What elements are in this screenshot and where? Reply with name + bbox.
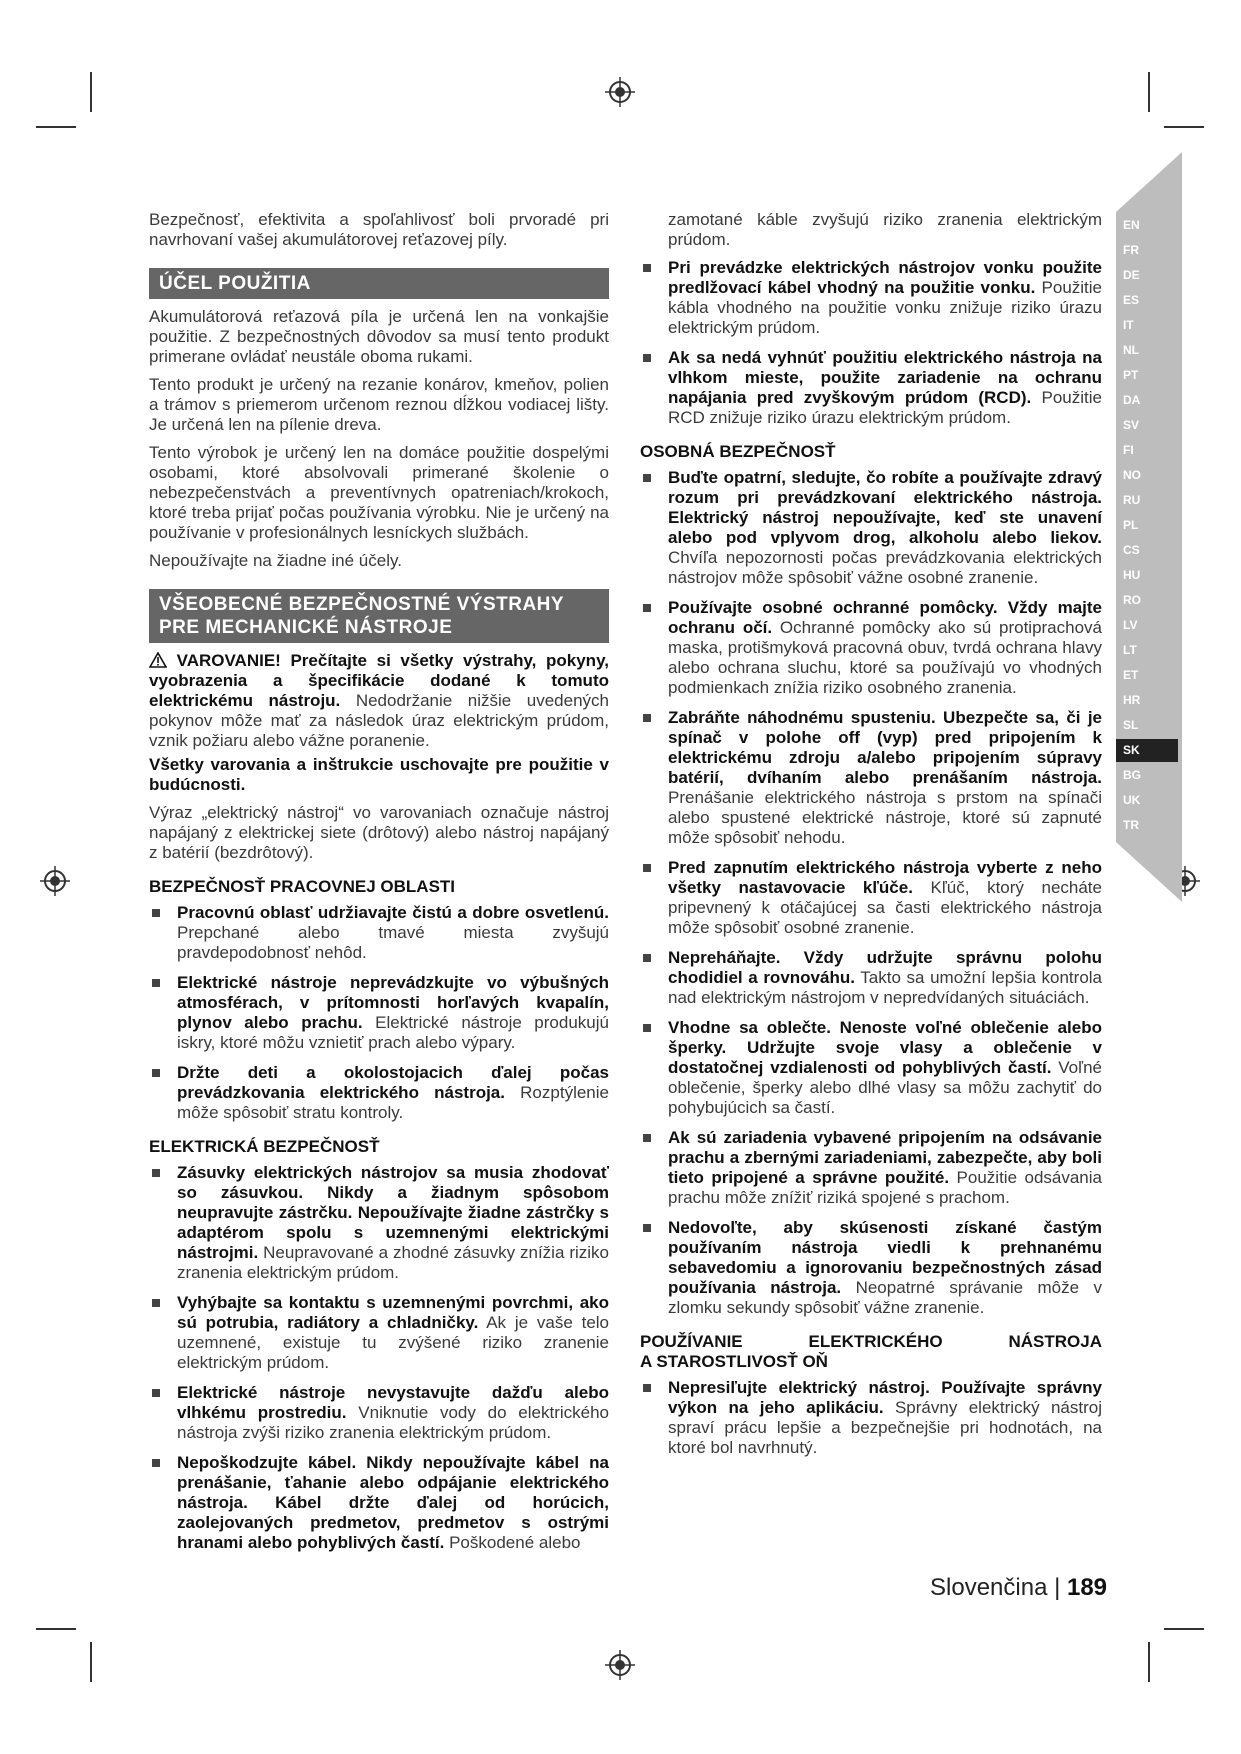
list-item-text: Prenášanie elektrického nástroja s prstom na spínači alebo spustené elektrické nástroje, ktoré sú zapnuté môže spôsobiť nehodu. — [668, 788, 1102, 847]
list-item — [640, 1218, 1102, 1318]
list-item — [149, 903, 609, 963]
heading-line: POUŽÍVANIE ELEKTRICKÉHO NÁSTROJA — [640, 1332, 1102, 1351]
list-item — [640, 1378, 1102, 1458]
crop-mark — [1148, 1642, 1150, 1682]
list-item-bold: Nepresiľujte elektrický nástroj. Používajte správny výkon na jeho aplikáciu. — [668, 1378, 1102, 1417]
list-item-text: Ochranné pomôcky ako sú protiprachová maska, protišmyková pracovná obuv, tvrdá ochrana hlavy alebo ochrana sluchu, ktoré sa používajú vo vhodných podmienkach znížia riziko osobného zranenia. — [668, 618, 1102, 697]
keep-instructions — [149, 755, 609, 795]
intro-text: Bezpečnosť, efektivita a spoľahlivosť boli prvoradé pri navrhovaní vašej akumulátorovej reťazovej píly. — [149, 210, 609, 249]
left-column — [149, 210, 609, 1563]
language-tab-sk[interactable]: SK — [1116, 739, 1178, 762]
list-item-bold: Vhodne sa oblečte. Nenoste voľné oblečenie alebo šperky. Udržujte svoje vlasy a oblečenie v dostatočnej vzdialenosti od pohyblivých častí. — [668, 1018, 1102, 1077]
list-item-text: Správny elektrický nástroj spraví prácu lepšie a bezpečnejšie pri hodnotách, na ktoré bol navrhnutý. — [668, 1398, 1102, 1457]
warning-text: Nedodržanie nižšie uvedených pokynov môže mať za následok úraz elektrickým prúdom, vznik požiaru alebo vážne poranenie. — [149, 691, 609, 750]
list-item — [640, 858, 1102, 938]
language-tab-hu[interactable]: HU — [1123, 568, 1141, 582]
list-item-text: Prepchané alebo tmavé miesta zvyšujú pravdepodobnosť nehôd. — [177, 923, 609, 962]
list-item-text: Elektrické nástroje produkujú iskry, ktoré môžu vznietiť prach alebo výpary. — [177, 1013, 609, 1052]
section-heading-purpose: ÚČEL POUŽITIA — [149, 268, 609, 299]
list-item — [640, 1018, 1102, 1118]
language-tab-es[interactable]: ES — [1123, 293, 1140, 307]
language-tab-no[interactable]: NO — [1123, 468, 1141, 482]
list-item-text: Použitie kábla vhodného na použitie vonku znižuje riziko úrazu elektrickým prúdom. — [668, 278, 1103, 337]
language-tab-sl[interactable]: SL — [1123, 718, 1139, 732]
list-item — [640, 348, 1102, 428]
language-tab-fr[interactable]: FR — [1123, 243, 1139, 257]
heading-line: VŠEOBECNÉ BEZPEČNOSTNÉ VÝSTRAHY — [159, 594, 565, 615]
language-tab-pl[interactable]: PL — [1123, 518, 1139, 532]
language-tab-en[interactable]: EN — [1123, 218, 1140, 232]
list-item-bold: Zásuvky elektrických nástrojov sa musia zhodovať so zásuvkou. Nikdy a žiadnym spôsobom neupravujte zástrčku. Nepoužívajte žiadne zástrčky s adaptérom spolu s uzemnenými elektrickými nástrojmi. — [177, 1163, 609, 1262]
crop-mark — [90, 1642, 92, 1682]
crop-mark — [36, 126, 76, 128]
paragraph: Tento produkt je určený na rezanie konárov, kmeňov, polien a trámov s priemerom určenom reznou dĺžkou vodiacej lišty. Je určená len na pílenie dreva. — [149, 375, 609, 434]
list-item-text: Vniknutie vody do elektrického nástroja zvýši riziko zranenia elektrickým prúdom. — [177, 1403, 609, 1442]
language-tab-fi[interactable]: FI — [1123, 443, 1134, 457]
language-tab-it[interactable]: IT — [1123, 318, 1134, 332]
list-item-bold: Nepoškodzujte kábel. Nikdy nepoužívajte kábel na prenášanie, ťahanie alebo odpájanie elektrického nástroja. Kábel držte ďalej od horúcich, zaolejovaných predmetov, predmetov s ostrými hranami alebo pohyblivých častí. — [177, 1453, 609, 1552]
warning-bold: VAROVANIE! Prečítajte si všetky výstrahy, pokyny, vyobrazenia a špecifikácie dodané k tomuto elektrickému nástroju. — [149, 651, 609, 710]
list-item-bold: Buďte opatrní, sledujte, čo robíte a používajte zdravý rozum pri prevádzkovaní elektrického nástroja. Elektrický nástroj nepoužívajte, keď ste unavení alebo pod vplyvom drog, alkoholu alebo liekov. — [668, 468, 1102, 547]
continued-text: zamotané káble zvyšujú riziko zranenia elektrickým prúdom. — [668, 210, 1102, 249]
subheading-electrical: ELEKTRICKÁ BEZPEČNOSŤ — [149, 1137, 380, 1156]
language-tab-ru[interactable]: RU — [1123, 493, 1141, 507]
list-item-text: Chvíľa nepozornosti počas prevádzkovania elektrických nástrojov môže spôsobiť vážne osobné zranenie. — [668, 548, 1102, 587]
list-item — [640, 468, 1102, 588]
list-item-text: Neopatrné správanie môže v zlomku sekundy spôsobiť vážne zranenie. — [668, 1278, 1103, 1317]
tool-use-list — [640, 1378, 1102, 1458]
subheading-work-area: BEZPEČNOSŤ PRACOVNEJ OBLASTI — [149, 877, 456, 896]
registration-mark-icon — [605, 77, 635, 107]
page-footer — [930, 1574, 1107, 1602]
right-column — [640, 210, 1102, 1468]
electrical-list-continued — [640, 258, 1102, 428]
language-tab-pt[interactable]: PT — [1123, 368, 1139, 382]
crop-mark — [1164, 1628, 1204, 1630]
list-item — [640, 598, 1102, 698]
language-tab-cs[interactable]: CS — [1123, 543, 1140, 557]
list-item — [640, 1128, 1102, 1208]
language-tab-tr[interactable]: TR — [1123, 818, 1139, 832]
list-item-text: Použitie RCD znižuje riziko úrazu elektrickým prúdom. — [668, 388, 1102, 427]
warning-triangle-icon — [149, 652, 167, 668]
language-tab-sv[interactable]: SV — [1123, 418, 1140, 432]
crop-mark — [90, 72, 92, 112]
list-item — [640, 258, 1102, 338]
language-tab-hr[interactable]: HR — [1123, 693, 1141, 707]
keep-bold: Všetky varovania a inštrukcie uschovajte pre použitie v budúcnosti. — [149, 755, 609, 794]
paragraph: Akumulátorová reťazová píla je určená len na vonkajšie použitie. Z bezpečnostných dôvodov sa musí tento produkt primerane ovládať neustále oboma rukami. — [149, 307, 609, 366]
language-tab-ro[interactable]: RO — [1123, 593, 1141, 607]
registration-mark-icon — [605, 1650, 635, 1680]
list-item-bold: Pri prevádzke elektrických nástrojov vonku použite predlžovací kábel vhodný na použitie vonku. — [668, 258, 1102, 297]
list-item-bold: Používajte osobné ochranné pomôcky. Vždy majte ochranu očí. — [668, 598, 1102, 637]
list-item-bold: Ak sú zariadenia vybavené pripojením na odsávanie prachu a zbernými zariadeniami, zabezpečte, aby boli tieto pripojené a správne použité. — [668, 1128, 1102, 1187]
electrical-list — [149, 1163, 609, 1553]
page-number: 189 — [1066, 1574, 1108, 1601]
language-tab-lt[interactable]: LT — [1123, 643, 1137, 657]
list-item — [149, 1163, 609, 1283]
list-item-text: Poškodené alebo — [444, 1533, 581, 1552]
language-tab-de[interactable]: DE — [1123, 268, 1140, 282]
list-item-text: Rozptýlenie môže spôsobiť stratu kontroly. — [177, 1083, 609, 1122]
footer-language: Slovenčina | — [930, 1574, 1061, 1601]
paragraph: Nepoužívajte na žiadne iné účely. — [149, 551, 402, 570]
crop-mark — [36, 1628, 76, 1630]
list-item-bold: Pred zapnutím elektrického nástroja vyberte z neho všetky nastavovacie kľúče. — [668, 858, 1102, 897]
list-item — [149, 1293, 609, 1373]
list-item — [149, 1063, 609, 1123]
language-tab-bg[interactable]: BG — [1123, 768, 1141, 782]
crop-mark — [1164, 126, 1204, 128]
crop-mark — [1148, 72, 1150, 112]
list-item-text: Použitie odsávania prachu môže znížiť riziká spojené s prachom. — [668, 1168, 1102, 1207]
list-item-bold: Nedovoľte, aby skúsenosti získané častým používaním nástroja viedli k prehnanému sebavedomiu a ignorovaniu bezpečnostných zásad používania nástroja. — [668, 1218, 1102, 1297]
list-item — [149, 1453, 609, 1553]
list-item-bold: Elektrické nástroje neprevádzkujte vo výbušných atmosférach, v prítomnosti horľavých kvapalín, plynov alebo prachu. — [177, 973, 609, 1032]
list-item-text: Takto sa umožní lepšia kontrola nad elektrickým nástrojom v nepredvídaných situáciách. — [668, 968, 1103, 1007]
heading-line: PRE MECHANICKÉ NÁSTROJE — [159, 617, 453, 638]
heading-line: A STAROSTLIVOSŤ OŇ — [640, 1352, 828, 1371]
list-item-bold: Vyhýbajte sa kontaktu s uzemnenými povrchmi, ako sú potrubia, radiátory a chladničky. — [177, 1293, 609, 1332]
list-item-text: Voľné oblečenie, šperky alebo dlhé vlasy sa môžu zachytiť do pohybujúcich sa častí. — [668, 1058, 1102, 1117]
language-tab-uk[interactable]: UK — [1123, 793, 1141, 807]
list-item-bold: Nepreháňajte. Vždy udržujte správnu polohu chodidiel a rovnováhu. — [668, 948, 1102, 987]
section-heading-general-warnings — [149, 589, 609, 643]
language-tab-lv[interactable]: LV — [1123, 618, 1138, 632]
warning-paragraph — [149, 651, 609, 751]
list-item — [149, 1383, 609, 1443]
list-item-bold: Zabráňte náhodnému spusteniu. Ubezpečte sa, či je spínač v polohe off (vyp) pred pripojením k elektrickému zdroju a/alebo pripojením súpravy batérií, dvíhaním alebo prenášaním nástroja. — [668, 708, 1102, 787]
subheading-personal: OSOBNÁ BEZPEČNOSŤ — [640, 442, 836, 461]
list-item-text: Ak je vaše telo uzemnené, existuje tu zvýšené riziko zranenie elektrickým prúdom. — [177, 1313, 610, 1372]
subheading-tool-use — [640, 1332, 1102, 1372]
registration-mark-icon — [40, 866, 70, 896]
term-definition: Výraz „elektrický nástroj“ vo varovaniach označuje nástroj napájaný z elektrickej siete (drôtový) alebo nástroj napájaný z batérií (bezdrôtový). — [149, 803, 609, 862]
personal-safety-list — [640, 468, 1102, 1318]
language-tab-nl[interactable]: NL — [1123, 343, 1139, 357]
list-item — [149, 973, 609, 1053]
work-area-list — [149, 903, 609, 1123]
list-item — [640, 708, 1102, 848]
paragraph: Tento výrobok je určený len na domáce použitie dospelými osobami, ktoré absolvovali primerané školenie o nebezpečenstvách a preventívnych opatreniach/krokoch, ktoré treba prijať počas používania výrobku. Nie je určený na používanie v profesionálnych lesníckych službách. — [149, 443, 609, 542]
list-item-text: Neupravované a zhodné zásuvky znížia riziko zranenia elektrickým prúdom. — [177, 1243, 609, 1282]
list-item-text: Kľúč, ktorý necháte pripevnený k otáčajúcej sa časti elektrického nástroja môže spôsobiť osobné zranenie. — [668, 878, 1102, 937]
language-tab-da[interactable]: DA — [1123, 393, 1141, 407]
list-item-bold: Pracovnú oblasť udržiavajte čistú a dobre osvetlenú. — [177, 903, 609, 922]
list-item-bold: Držte deti a okolostojacich ďalej počas prevádzkovania elektrického nástroja. — [177, 1063, 609, 1102]
list-item-bold: Ak sa nedá vyhnúť použitiu elektrického nástroja na vlhkom mieste, použite zariadenie na ochranu napájania pred zvyškovým prúdom (RCD). — [668, 348, 1102, 407]
list-item-bold: Elektrické nástroje nevystavujte dažďu alebo vlhkému prostrediu. — [177, 1383, 609, 1422]
list-item — [640, 948, 1102, 1008]
language-tab-et[interactable]: ET — [1123, 668, 1139, 682]
